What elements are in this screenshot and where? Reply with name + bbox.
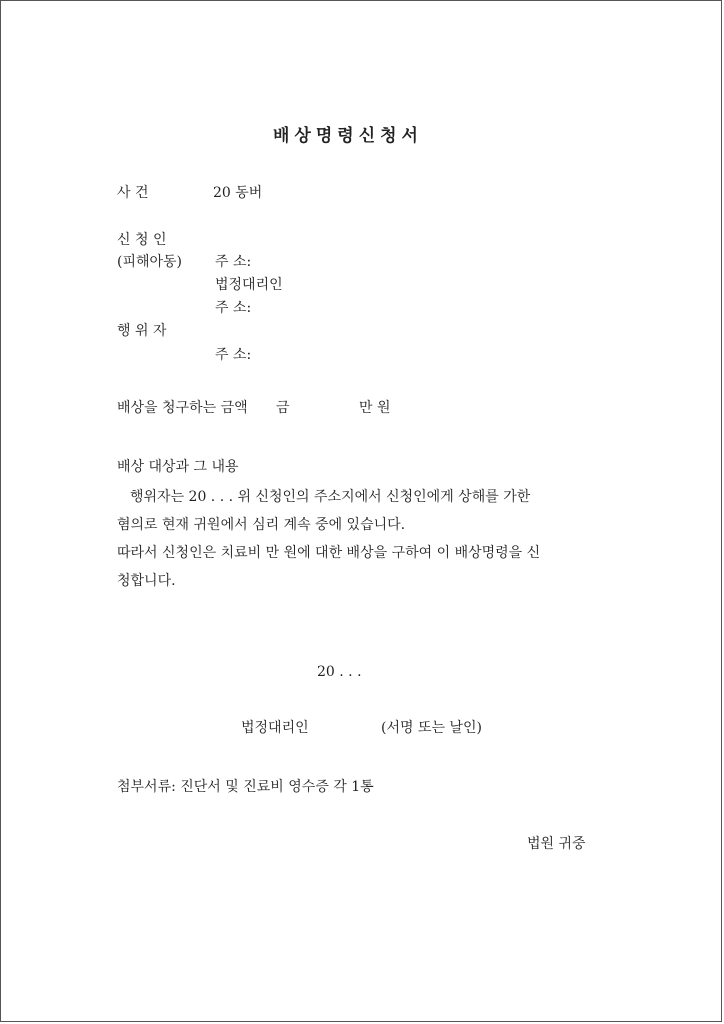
offender-address-label: 주 소: [215, 347, 252, 363]
attachment-note: 첨부서류: 진단서 및 진료비 영수증 각 1통 [117, 779, 374, 795]
claim-unit: 만 원 [359, 400, 391, 416]
content-line-3: 따라서 신청인은 치료비 만 원에 대한 배상을 구하여 이 배상명령을 신 [117, 545, 541, 561]
claim-prefix: 금 [276, 400, 290, 416]
case-label: 사 건 [117, 185, 149, 201]
offender-label: 행 위 자 [117, 323, 167, 339]
applicant-label: 신 청 인 [117, 232, 167, 248]
guardian-address-label: 주 소: [215, 300, 252, 316]
content-line-2: 혐의로 현재 귀원에서 심리 계속 중에 있습니다. [117, 517, 406, 533]
guardian-label: 법정대리인 [215, 277, 283, 293]
content-line-4: 청합니다. [117, 573, 176, 589]
applicant-address-label: 주 소: [215, 254, 252, 270]
content-label: 배상 대상과 그 내용 [117, 459, 239, 475]
signature-note: (서명 또는 날인) [381, 720, 482, 736]
court-recipient: 법원 귀중 [527, 836, 586, 852]
case-number: 20 동버 [213, 185, 263, 201]
content-line-1: 행위자는 20 . . . 위 신청인의 주소지에서 신청인에게 상해를 가한 [130, 489, 531, 505]
application-date: 20 . . . [317, 664, 362, 680]
document-title: 배상명령신청서 [273, 126, 423, 146]
applicant-sublabel: (피해아동) [117, 254, 183, 270]
claim-label: 배상을 청구하는 금액 [117, 400, 248, 416]
signature-label: 법정대리인 [241, 720, 309, 736]
